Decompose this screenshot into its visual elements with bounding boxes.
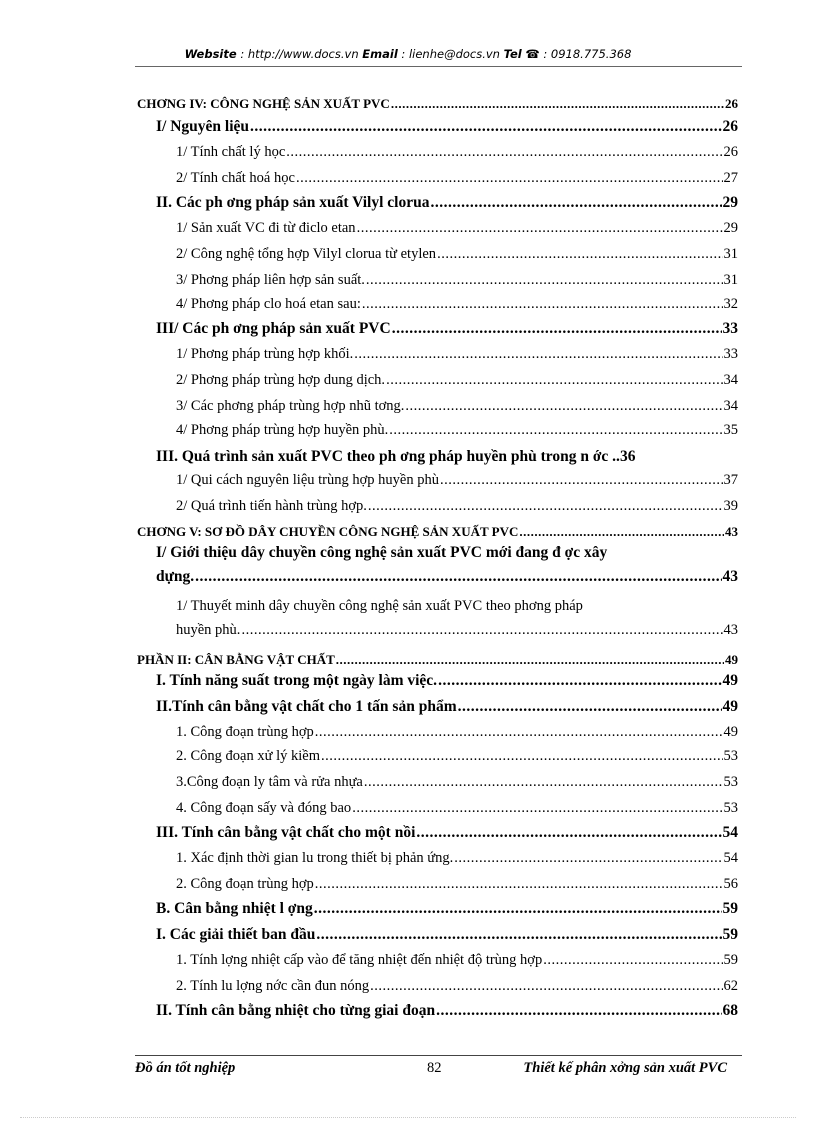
toc-entry[interactable]: III. Tính cân bằng vật chất cho một nồi ..... 54: [156, 824, 738, 842]
email-label: Email: [362, 47, 398, 61]
toc-entry[interactable]: 1/ Phơng pháp trùng hợp khối. ..... 33: [176, 346, 738, 363]
toc-entry[interactable]: 1. Công đoạn trùng hợp ..... 49: [176, 724, 738, 741]
toc-entry[interactable]: 1/ Qui cách nguyên liệu trùng hợp huyền phù ..... 37: [176, 472, 738, 489]
phone-icon: ☎: [525, 47, 540, 61]
tel-value: : 0918.775.368: [543, 47, 632, 61]
toc-entry[interactable]: 4. Công đoạn sấy và đóng bao ..... 53: [176, 800, 738, 817]
toc-entry[interactable]: II.Tính cân bằng vật chất cho 1 tấn sản phẩm ..... 49: [156, 698, 738, 716]
header-divider: [135, 66, 742, 67]
toc-entry-continuation: dựng. ..... 43: [156, 568, 738, 586]
toc-entry[interactable]: III. Quá trình sản xuất PVC theo ph ơng pháp huyền phù trong n ớc .. 36: [156, 448, 636, 465]
toc-entry[interactable]: 1/ Sản xuất VC đi từ điclo etan ..... 29: [176, 220, 738, 237]
toc-entry[interactable]: CHƠNG V: SƠ ĐỒ DÂY CHUYỀN CÔNG NGHỆ SẢN XUẤT PVC ..... 43: [137, 524, 738, 540]
toc-entry[interactable]: 3.Công đoạn ly tâm và rửa nhựa ..... 53: [176, 774, 738, 791]
toc-entry-wrapped[interactable]: I/ Giới thiệu dây chuyền công nghệ sản xuất PVC mới đang đ ợc xây dựng. ..... 43: [156, 544, 738, 586]
footer-left-text: Đồ án tốt nghiệp: [135, 1060, 236, 1076]
toc-entry[interactable]: I. Các giải thiết ban đầu ..... 59: [156, 926, 738, 944]
toc-entry[interactable]: B. Cân bằng nhiệt l ợng ..... 59: [156, 900, 738, 918]
toc-entry[interactable]: 1/ Tính chất lý học ..... 26: [176, 144, 738, 161]
toc-entry[interactable]: 2/ Tính chất hoá học ..... 27: [176, 170, 738, 187]
toc-entry[interactable]: I. Tính năng suất trong một ngày làm việc. ..... 49: [156, 672, 738, 690]
toc-entry[interactable]: 3/ Các phơng pháp trùng hợp nhũ tơng. ..... 34: [176, 398, 738, 415]
page-header: [0, 47, 816, 61]
toc-entry[interactable]: 2/ Phơng pháp trùng hợp dung dịch. ..... 34: [176, 372, 738, 389]
toc-entry[interactable]: 4/ Phơng pháp clo hoá etan sau: ..... 32: [176, 296, 738, 313]
footer-divider: [135, 1055, 742, 1056]
toc-entry[interactable]: 2. Tính lu lợng nớc cần đun nóng ..... 62: [176, 978, 738, 995]
toc-entry[interactable]: CHƠNG IV: CÔNG NGHỆ SẢN XUẤT PVC ..... 26: [137, 96, 738, 112]
toc-entry[interactable]: 2. Công đoạn xử lý kiềm ..... 53: [176, 748, 738, 765]
website-label: Website: [184, 47, 237, 61]
page-footer: [135, 1060, 742, 1082]
tel-label: Tel: [503, 47, 522, 61]
toc-entry[interactable]: II. Tính cân bằng nhiệt cho từng giai đoạn ..... 68: [156, 1002, 738, 1020]
footer-right-text: Thiết kế phân xởng sản xuất PVC: [523, 1060, 727, 1076]
website-value[interactable]: : http://www.docs.vn: [240, 47, 359, 61]
toc-entry[interactable]: 2/ Quá trình tiến hành trùng hợp. ..... 39: [176, 498, 738, 515]
toc-entry[interactable]: I/ Nguyên liệu ..... 26: [156, 118, 738, 136]
page-number: 82: [427, 1060, 442, 1076]
toc-entry[interactable]: 3/ Phơng pháp liên hợp sản suất. ..... 31: [176, 272, 738, 289]
toc-entry[interactable]: 2. Công đoạn trùng hợp ..... 56: [176, 876, 738, 893]
toc-entry[interactable]: 4/ Phơng pháp trùng hợp huyền phù. ..... 35: [176, 422, 738, 439]
toc-entry[interactable]: III/ Các ph ơng pháp sản xuất PVC ..... 33: [156, 320, 738, 338]
page-bottom-divider: [20, 1117, 796, 1118]
toc-entry[interactable]: 1. Tính lợng nhiệt cấp vào để tăng nhiệt đến nhiệt độ trùng hợp ..... 59: [176, 952, 738, 969]
toc-entry[interactable]: 2/ Công nghệ tổng hợp Vilyl clorua từ etylen ..... 31: [176, 246, 738, 263]
toc-entry[interactable]: PHẦN II: CÂN BẰNG VẬT CHẤT ..... 49: [137, 652, 738, 668]
toc-entry[interactable]: 1. Xác định thời gian lu trong thiết bị phản ứng. ..... 54: [176, 850, 738, 867]
toc-entry-continuation: huyền phù. ..... 43: [176, 622, 738, 639]
email-value[interactable]: : lienhe@docs.vn: [401, 47, 500, 61]
toc-entry-wrapped[interactable]: 1/ Thuyết minh dây chuyền công nghệ sản xuất PVC theo phơng pháp huyền phù. ..... 43: [176, 598, 738, 639]
toc-entry[interactable]: II. Các ph ơng pháp sản xuất Vilyl clorua ..... 29: [156, 194, 738, 212]
